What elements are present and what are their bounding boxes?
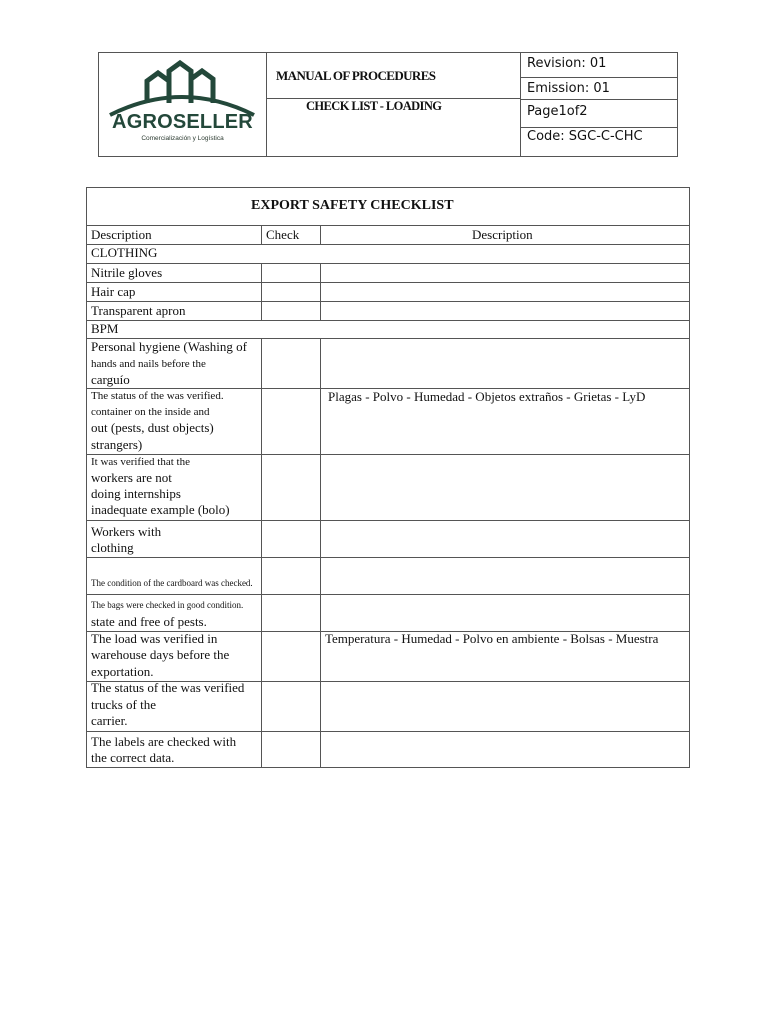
- row-label: Workers with: [91, 524, 162, 539]
- document-subtitle: CHECK LIST - LOADING: [306, 99, 442, 113]
- row-divider: [87, 320, 689, 321]
- row-label: The status of the was verified: [91, 680, 245, 695]
- row-divider: [87, 594, 689, 595]
- column-divider: [320, 225, 321, 244]
- row-label-line: state and free of pests.: [91, 614, 207, 629]
- row-label: Hair cap: [91, 284, 136, 299]
- row-label: The condition of the cardboard was checked.: [91, 578, 253, 588]
- column-divider: [320, 263, 321, 320]
- revision-label: Revision: 01: [520, 56, 677, 78]
- row-label-line: doing internships: [91, 486, 181, 501]
- code-label: Code: SGC-C-CHC: [527, 129, 643, 144]
- column-divider: [261, 338, 262, 767]
- logo-cell: [99, 53, 267, 156]
- row-note: Temperatura - Humedad - Polvo en ambiente - Bolsas - Muestra: [325, 631, 659, 646]
- manual-title: MANUAL OF PROCEDURES: [276, 68, 436, 83]
- row-label-line: carguío: [91, 372, 130, 387]
- meta-cell: [520, 53, 677, 156]
- row-divider: [87, 557, 689, 558]
- row-label-line: workers are not: [91, 470, 172, 485]
- page-label: Page1of2: [520, 101, 677, 128]
- row-label-line: carrier.: [91, 713, 128, 728]
- logo-name: AGROSELLER: [112, 111, 253, 133]
- logo-tagline: Comercialización y Logística: [141, 135, 224, 142]
- row-divider: [87, 225, 689, 226]
- column-header-description-2: Description: [472, 227, 533, 242]
- row-label-line: the correct data.: [91, 750, 175, 765]
- row-divider: [87, 263, 689, 264]
- row-label: It was verified that the: [91, 456, 190, 468]
- row-label: The labels are checked with: [91, 734, 237, 749]
- row-label-line: exportation.: [91, 664, 154, 679]
- row-divider: [87, 301, 689, 302]
- agroseller-logo-icon: [107, 59, 257, 119]
- emission-label: Emission: 01: [520, 79, 677, 100]
- row-label: The bags were checked in good condition.: [91, 600, 244, 610]
- checklist-title: EXPORT SAFETY CHECKLIST: [251, 198, 454, 213]
- column-divider: [261, 263, 262, 320]
- row-label-line: inadequate example (bolo): [91, 502, 230, 517]
- row-label-line: trucks of the: [91, 697, 156, 712]
- row-divider: [87, 244, 689, 245]
- row-divider: [87, 520, 689, 521]
- row-label: Personal hygiene (Washing of: [91, 339, 247, 354]
- section-label-clothing: CLOTHING: [91, 245, 158, 260]
- section-label-bpm: BPM: [91, 321, 119, 336]
- row-divider: [87, 731, 689, 732]
- checklist-table: [86, 187, 690, 768]
- row-label-line: out (pests, dust objects): [91, 420, 214, 435]
- row-label: The load was verified in: [91, 631, 218, 646]
- column-divider: [320, 338, 321, 767]
- row-label-line: clothing: [91, 540, 134, 555]
- row-divider: [87, 282, 689, 283]
- row-label-line: warehouse days before the: [91, 647, 230, 662]
- row-label: Transparent apron: [91, 303, 186, 318]
- row-label: Nitrile gloves: [91, 265, 163, 280]
- title-cell: [266, 53, 521, 156]
- row-label-line: hands and nails before the: [91, 358, 206, 370]
- row-label-line: container on the inside and: [91, 406, 210, 418]
- row-label: The status of the was verified.: [91, 390, 224, 402]
- column-divider: [261, 225, 262, 244]
- row-label-line: strangers): [91, 437, 143, 452]
- column-header-check: Check: [266, 227, 300, 242]
- row-note: Plagas - Polvo - Humedad - Objetos extraños - Grietas - LyD: [328, 389, 646, 404]
- title-top-cell: [266, 53, 520, 99]
- column-header-description: Description: [91, 227, 152, 242]
- document-header: [98, 52, 678, 157]
